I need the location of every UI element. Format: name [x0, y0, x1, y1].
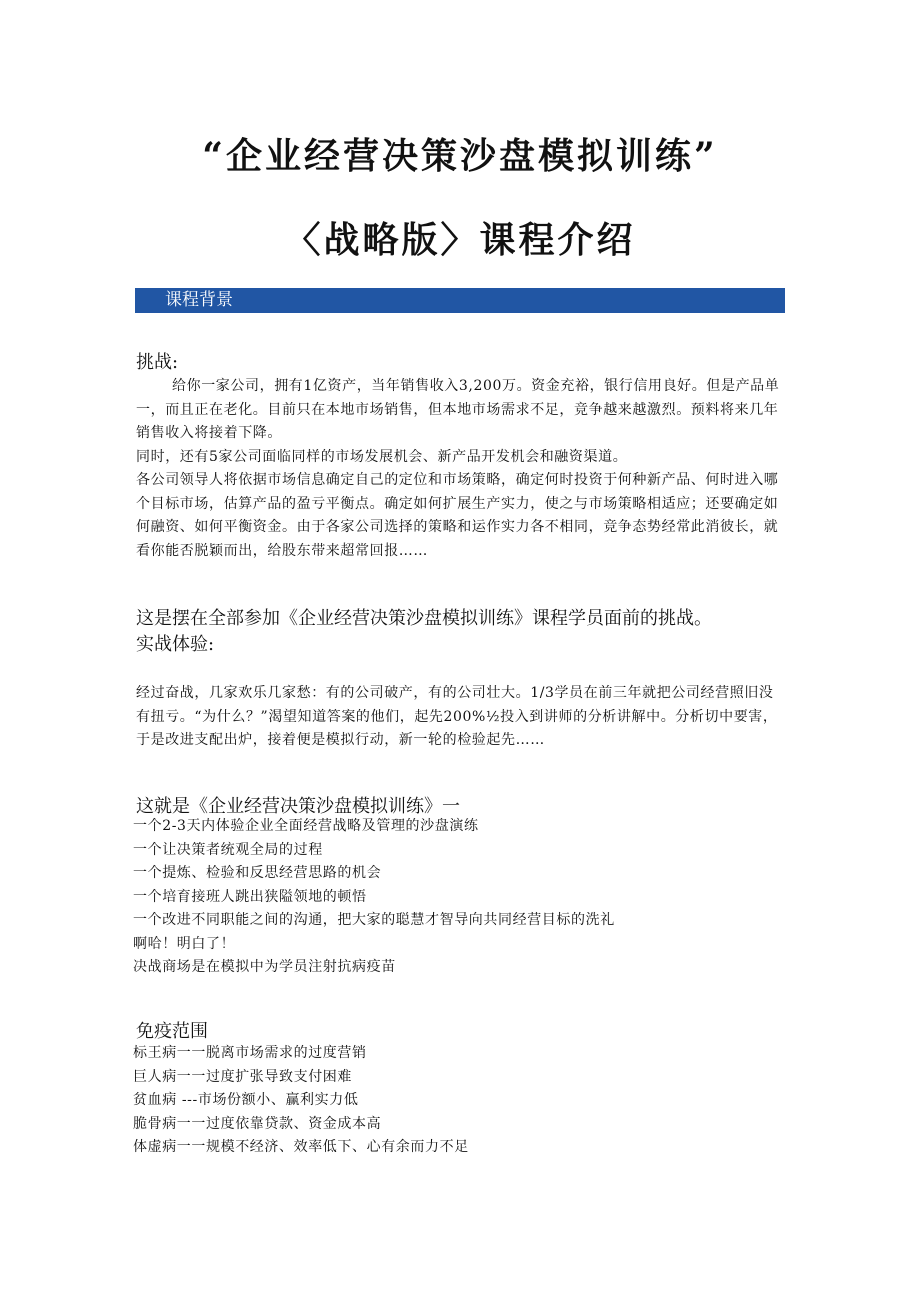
challenge-paragraph: 各公司领导人将依据市场信息确定自己的定位和市场策略，确定何时投资于何种新产品、何时进入哪个目标市场，估算产品的盈亏平衡点。确定如何扩展生产实力，使之与市场策略相适应；还要确定如何融资、如何平衡资金。由于各家公司选择的策略和运作实力各不相同，竞争态势经常此消彼长，就看你能否脱颖而出，给股东带来超常回报……	[136, 472, 779, 559]
list-item: 啊哈！明白了！	[133, 935, 236, 952]
list-item: 贫血病 ---市场份额小、赢利实力低	[133, 1092, 359, 1108]
challenge-statement: 这是摆在全部参加《企业经营决策沙盘模拟训练》课程学员面前的挑战。	[136, 608, 712, 629]
experience-body	[136, 682, 786, 753]
challenge-paragraph: 给你一家公司，拥有1亿资产，当年销售收入3,200万。资金充裕，银行信用良好。但是产品单一，而且正在老化。目前只在本地市场销售，但本地市场需求不足，竞争越来越激烈。预料将来几年销售收入将接着下降。	[136, 378, 780, 441]
experience-heading: 实战体验:	[136, 634, 215, 655]
section-banner-label: 课程背景	[165, 290, 233, 310]
list-item: 一个培育接班人跳出狭隘领地的顿悟	[133, 888, 367, 905]
list-item: 一个提炼、检验和反思经营思路的机会	[133, 865, 382, 881]
section-banner	[135, 288, 785, 313]
list-item: 标王病一一脱离市场需求的过度营销	[133, 1045, 367, 1061]
document-subtitle: 〈战略版〉课程介绍	[284, 219, 636, 261]
immunity-heading: 免疫范围	[136, 1021, 208, 1042]
list-item: 巨人病一一过度扩张导致支付困难	[133, 1068, 352, 1085]
list-item: 体虚病一一规模不经济、效率低下、心有余而力不足	[133, 1139, 469, 1155]
list-item: 一个2-3天内体验企业全面经营战略及管理的沙盘演练	[133, 818, 479, 834]
list-item: 一个改进不同职能之间的沟通，把大家的聪慧才智导向共同经营目标的洗礼	[133, 912, 615, 928]
summary-list	[133, 815, 783, 980]
challenge-body	[136, 375, 786, 563]
immunity-list	[133, 1042, 783, 1160]
challenge-heading: 挑战:	[136, 352, 179, 373]
summary-heading: 这就是《企业经营决策沙盘模拟训练》一	[136, 796, 460, 817]
list-item: 脆骨病一一过度依靠贷款、资金成本高	[133, 1115, 382, 1132]
challenge-paragraph: 同时，还有5家公司面临同样的市场发展机会、新产品开发机会和融资渠道。	[136, 448, 628, 465]
list-item: 决战商场是在模拟中为学员注射抗病疫苗	[133, 959, 396, 975]
list-item: 一个让决策者统观全局的过程	[133, 841, 323, 858]
document-title: “企业经营决策沙盘模拟训练”	[202, 135, 718, 177]
experience-paragraph: 经过奋战，几家欢乐几家愁：有的公司破产，有的公司壮大。1/3学员在前三年就把公司经营照旧没有扭亏。“为什么？”渴望知道答案的他们，起先200%½投入到讲师的分析讲解中。分析切中要害，于是改进支配出炉，接着便是模拟行动，新一轮的检验起先……	[136, 685, 778, 748]
